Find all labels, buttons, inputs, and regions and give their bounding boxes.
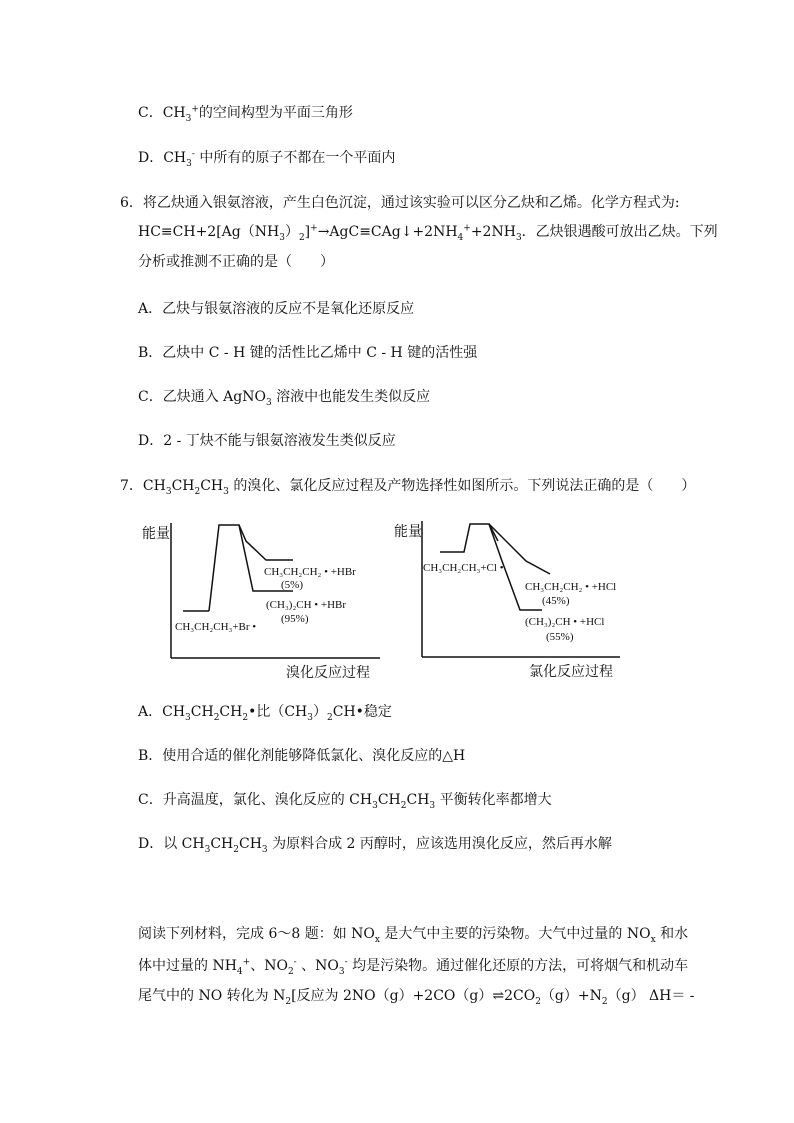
q6-option-b: B．乙炔中 C - H 键的活性比乙烯中 C - H 键的活性强: [138, 345, 478, 361]
energy-axis-label: 能量: [142, 527, 170, 542]
reading-line1: 阅读下列材料，完成 6～8 题：如 $NO_x$ 是大气中主要的污染物。大气中过量的 $NO_x$ 和水: [138, 926, 689, 945]
product1-percent: (45%): [542, 595, 570, 607]
product1-label: CH₃CH₂CH₂ • +HCl: [525, 581, 617, 593]
q6-stem-line1: 6．将乙炔通入银氨溶液，产生白色沉淀，通过该实验可以区分乙炔和乙烯。化学方程式为:: [120, 195, 680, 211]
reactant-label: CH₃CH₂CH₃+Br •: [175, 621, 257, 633]
x-axis-label: 氯化反应过程: [529, 665, 613, 680]
product2-label: (CH₃)₂CH • +HCl: [525, 616, 605, 628]
chlorination-energy-diagram: [392, 513, 624, 683]
q5-option-d: D．$CH_3^-$ 中所有的原子不都在一个平面内: [138, 149, 396, 169]
q7-stem: 7．$CH_3CH_2CH_3$ 的溴化、氯化反应过程及产物选择性如图所示。下列说法正确的是（ ）: [120, 478, 696, 497]
product1-percent: (5%): [281, 579, 303, 591]
q6-option-c: C．乙炔通入 AgNO$_3$ 溶液中也能发生类似反应: [138, 389, 431, 408]
q7-option-d: D．以 $CH_3CH_2CH_3$ 为原料合成 2 丙醇时，应该选用溴化反应，然后再水解: [138, 836, 612, 855]
q7-option-c: C．升高温度，氯化、溴化反应的 $CH_3CH_2CH_3$ 平衡转化率都增大: [138, 792, 552, 811]
product2-percent: (95%): [281, 613, 309, 625]
reading-line3: 尾气中的 NO 转化为 $N_2$[反应为 $2NO(g)+2CO(g)\rightleftharpoons 2CO_2(g)+N_2(g)$ ΔH＝ -: [138, 988, 695, 1007]
product1-label: CH₃CH₂CH₂ • +HBr: [264, 566, 356, 578]
q7-option-b: B．使用合适的催化剂能够降低氯化、溴化反应的△H: [138, 748, 466, 764]
bromination-energy-diagram: [138, 513, 383, 683]
product2-percent: (55%): [546, 631, 574, 643]
q6-stem-line3: 分析或推测不正确的是（ ）: [138, 254, 334, 270]
reading-line2: 体中过量的 $NH_4^+$、$NO_2^-$ 、$NO_3^-$ 均是污染物。通过催化还原的方法，可将烟气和机动车: [138, 957, 689, 977]
energy-axis-label: 能量: [394, 525, 422, 540]
product2-label: (CH₃)₂CH • +HBr: [266, 599, 347, 611]
q6-option-a: A．乙炔与银氨溶液的反应不是氧化还原反应: [138, 301, 415, 317]
x-axis-label: 溴化反应过程: [286, 666, 370, 681]
reactant-level: [440, 524, 498, 552]
q5-option-c: C．$CH_3^+$的空间构型为平面三角形: [138, 104, 353, 124]
q7-option-a: A．$CH_3CH_2CH_2•$比$(CH_3)_2CH•$稳定: [138, 704, 392, 723]
q6-option-d: D．2 - 丁炔不能与银氨溶液发生类似反应: [138, 433, 396, 449]
reactant-label: CH₃CH₂CH₃+Cl •: [423, 562, 504, 574]
q6-stem-line2: $HC\equiv CH+2[Ag(NH_3)_2]^+\to AgC\equiv CAg↓+2NH_4^++2NH_3$．乙炔银遇酸可放出乙炔。下列: [138, 223, 718, 243]
